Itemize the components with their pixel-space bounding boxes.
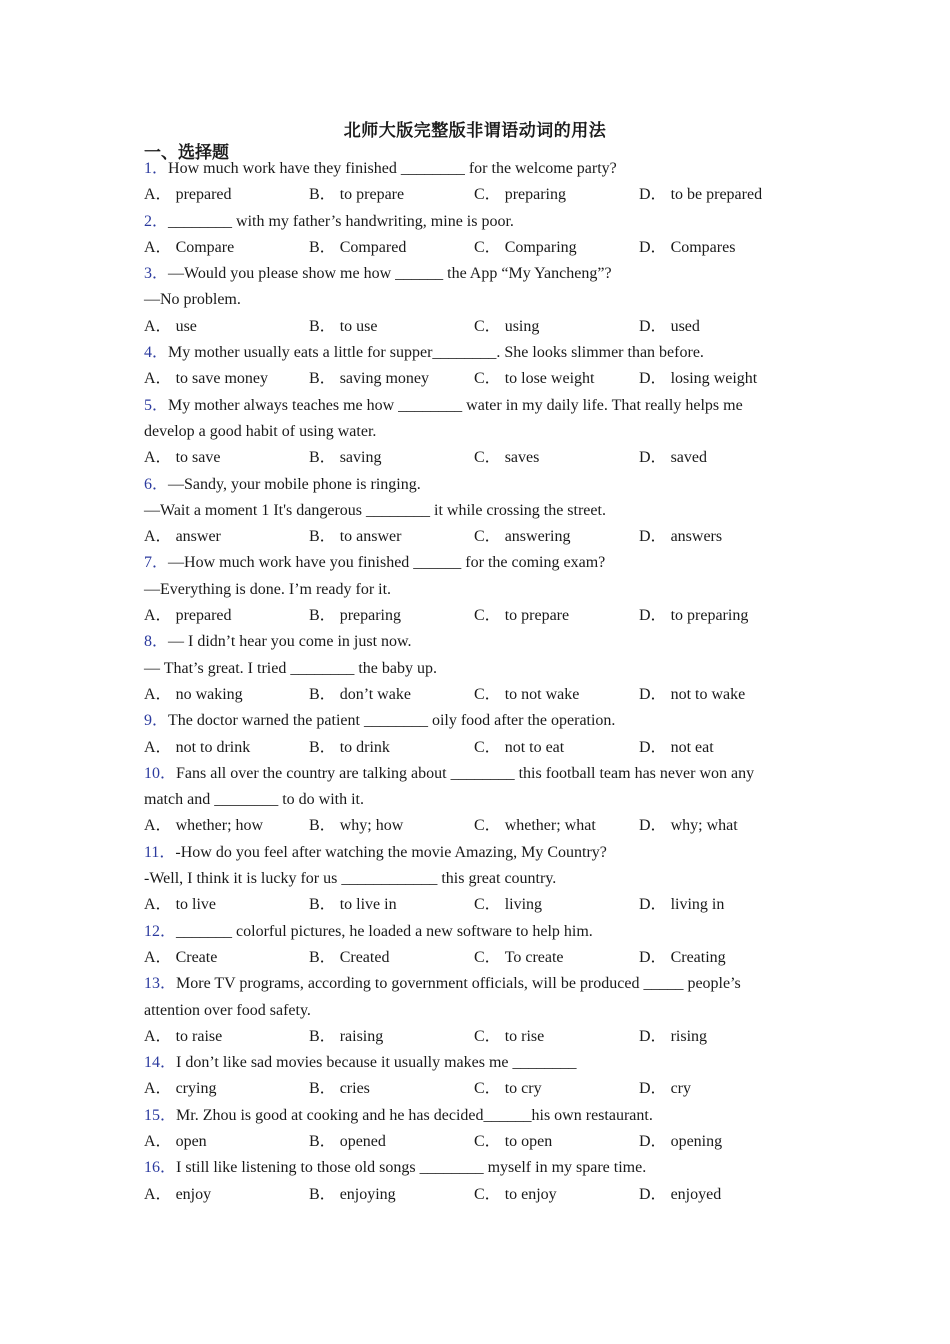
answer-option[interactable]: [639, 603, 804, 629]
answer-option[interactable]: [474, 945, 639, 971]
answer-option[interactable]: [474, 1076, 639, 1102]
option-label: D．: [639, 1185, 667, 1203]
option-text: living in: [670, 896, 725, 914]
option-text: use: [175, 317, 197, 335]
question-text: [144, 866, 804, 892]
question-number: 9．: [144, 712, 169, 730]
answer-option[interactable]: [474, 445, 639, 471]
option-label: C．: [474, 817, 501, 835]
option-label: A．: [144, 238, 172, 256]
option-text: to preparing: [670, 607, 749, 625]
question-text: [144, 419, 804, 445]
answer-option[interactable]: [144, 735, 309, 761]
option-label: B．: [309, 948, 336, 966]
option-label: A．: [144, 528, 172, 546]
question-text: [144, 919, 804, 945]
option-text: preparing: [504, 186, 566, 204]
answer-option[interactable]: [144, 1182, 309, 1208]
option-text: Create: [175, 948, 218, 966]
answer-option[interactable]: [144, 314, 309, 340]
document-title: 北师大版完整版非谓语动词的用法: [343, 121, 607, 141]
question-line: Fans all over the country are talking about ________ this football team has never won any: [176, 764, 755, 782]
answer-option[interactable]: [309, 1129, 474, 1155]
question-item: [144, 340, 804, 393]
option-text: saving money: [339, 370, 430, 388]
question-line: match and ________ to do with it.: [144, 791, 364, 809]
question-text: [144, 761, 804, 787]
question-text: [144, 261, 804, 287]
question-text: [144, 971, 804, 997]
answer-option[interactable]: [144, 682, 309, 708]
option-label: A．: [144, 186, 172, 204]
answer-option[interactable]: [144, 445, 309, 471]
answer-options: [144, 182, 804, 208]
answer-option[interactable]: [144, 1129, 309, 1155]
option-label: D．: [639, 528, 667, 546]
option-text: whether; how: [175, 817, 264, 835]
option-text: crying: [175, 1080, 217, 1098]
question-line: Mr. Zhou is good at cooking and he has decided______his own restaurant.: [176, 1106, 653, 1124]
answer-options: [144, 1024, 804, 1050]
option-text: losing weight: [670, 370, 758, 388]
option-text: to drink: [339, 738, 390, 756]
question-number: 7．: [144, 554, 169, 572]
option-text: prepared: [175, 607, 232, 625]
answer-option[interactable]: [144, 182, 309, 208]
question-text: [144, 1155, 804, 1181]
option-text: saved: [670, 449, 707, 467]
answer-option[interactable]: [474, 1024, 639, 1050]
question-line: develop a good habit of using water.: [144, 422, 377, 440]
option-label: B．: [309, 1080, 336, 1098]
option-text: why; what: [670, 817, 738, 835]
question-line: -How do you feel after watching the movie Amazing, My Country?: [175, 843, 607, 861]
option-label: B．: [309, 1185, 336, 1203]
option-text: to save: [175, 449, 221, 467]
answer-option[interactable]: [474, 1182, 639, 1208]
option-text: living: [504, 896, 543, 914]
question-text: [144, 393, 804, 419]
answer-option[interactable]: [144, 603, 309, 629]
option-text: rising: [670, 1027, 708, 1045]
question-item: [144, 971, 804, 1050]
option-text: saves: [504, 449, 540, 467]
option-label: B．: [309, 528, 336, 546]
option-label: D．: [639, 317, 667, 335]
answer-option[interactable]: [309, 892, 474, 918]
answer-options: [144, 1076, 804, 1102]
option-text: to live: [175, 896, 216, 914]
option-label: D．: [639, 186, 667, 204]
option-label: C．: [474, 1027, 501, 1045]
answer-option[interactable]: [144, 366, 309, 392]
question-line: I don’t like sad movies because it usually makes me ________: [176, 1054, 577, 1072]
answer-option[interactable]: [309, 366, 474, 392]
question-number: 15．: [144, 1106, 177, 1124]
question-text: [144, 629, 804, 655]
option-label: B．: [309, 817, 336, 835]
answer-option[interactable]: [639, 1129, 804, 1155]
question-line: -Well, I think it is lucky for us ____________ this great country.: [144, 870, 557, 888]
answer-option[interactable]: [144, 945, 309, 971]
question-number: 3．: [144, 265, 169, 283]
answer-option[interactable]: [639, 1076, 804, 1102]
option-label: D．: [639, 685, 667, 703]
option-text: answer: [175, 528, 221, 546]
question-line: More TV programs, according to government officials, will be produced _____ people’s: [176, 975, 741, 993]
option-label: C．: [474, 238, 501, 256]
option-text: Compared: [339, 238, 407, 256]
question-text: [144, 787, 804, 813]
answer-option[interactable]: [474, 682, 639, 708]
question-number: 1．: [144, 160, 169, 177]
option-label: B．: [309, 370, 336, 388]
option-label: B．: [309, 317, 336, 335]
question-number: 6．: [144, 475, 169, 493]
option-label: C．: [474, 1132, 501, 1150]
option-text: cry: [670, 1080, 691, 1098]
answer-option[interactable]: [474, 735, 639, 761]
option-label: A．: [144, 607, 172, 625]
option-text: Creating: [670, 948, 726, 966]
option-text: to prepare: [339, 186, 405, 204]
answer-option[interactable]: [144, 892, 309, 918]
option-label: A．: [144, 1027, 172, 1045]
question-line: I still like listening to those old songs ________ myself in my spare time.: [176, 1159, 647, 1177]
question-number: 2．: [144, 212, 169, 230]
option-label: C．: [474, 685, 501, 703]
option-label: D．: [639, 449, 667, 467]
answer-option[interactable]: [474, 366, 639, 392]
option-label: B．: [309, 896, 336, 914]
answer-option[interactable]: [144, 1024, 309, 1050]
answer-option[interactable]: [639, 445, 804, 471]
option-text: preparing: [339, 607, 401, 625]
question-line: —Sandy, your mobile phone is ringing.: [168, 475, 421, 493]
question-number: 11．: [144, 843, 176, 861]
option-label: D．: [639, 1132, 667, 1150]
answer-options: [144, 735, 804, 761]
answer-option[interactable]: [639, 892, 804, 918]
answer-option[interactable]: [639, 235, 804, 261]
answer-option[interactable]: [639, 314, 804, 340]
answer-option[interactable]: [639, 182, 804, 208]
answer-option[interactable]: [639, 735, 804, 761]
option-text: to prepare: [504, 607, 570, 625]
option-text: answering: [504, 528, 571, 546]
question-item: [144, 261, 804, 340]
option-text: to not wake: [504, 685, 580, 703]
answer-option[interactable]: [639, 366, 804, 392]
option-label: A．: [144, 738, 172, 756]
question-number: 16．: [144, 1159, 177, 1177]
option-label: A．: [144, 1185, 172, 1203]
question-line: —Would you please show me how ______ the App “My Yancheng”?: [168, 265, 612, 283]
question-line: —How much work have you finished ______ for the coming exam?: [168, 554, 606, 572]
option-text: Comparing: [504, 238, 577, 256]
question-item: [144, 209, 804, 262]
option-label: B．: [309, 186, 336, 204]
answer-options: [144, 524, 804, 550]
option-text: Compare: [175, 238, 235, 256]
answer-options: [144, 314, 804, 340]
option-label: A．: [144, 370, 172, 388]
answer-option[interactable]: [474, 892, 639, 918]
option-label: B．: [309, 738, 336, 756]
answer-option[interactable]: [309, 735, 474, 761]
option-text: saving: [339, 449, 382, 467]
option-label: C．: [474, 1080, 501, 1098]
answer-option[interactable]: [309, 314, 474, 340]
option-label: C．: [474, 186, 501, 204]
option-text: not eat: [670, 738, 714, 756]
question-text: [144, 840, 804, 866]
option-text: prepared: [175, 186, 232, 204]
option-text: enjoy: [175, 1185, 212, 1203]
option-text: answers: [670, 528, 723, 546]
question-list: [144, 156, 804, 1208]
option-text: to answer: [339, 528, 402, 546]
answer-option[interactable]: [639, 1182, 804, 1208]
option-label: B．: [309, 449, 336, 467]
option-text: enjoyed: [670, 1185, 722, 1203]
question-line: attention over food safety.: [144, 1001, 311, 1019]
option-text: to use: [339, 317, 378, 335]
option-label: D．: [639, 896, 667, 914]
answer-options: [144, 603, 804, 629]
question-line: —No problem.: [144, 291, 241, 309]
option-label: D．: [639, 607, 667, 625]
option-label: C．: [474, 370, 501, 388]
answer-option[interactable]: [309, 524, 474, 550]
option-text: to cry: [504, 1080, 542, 1098]
option-label: B．: [309, 238, 336, 256]
question-line: My mother always teaches me how ________ water in my daily life. That really helps me: [168, 396, 743, 414]
option-label: D．: [639, 1080, 667, 1098]
option-label: B．: [309, 685, 336, 703]
option-label: A．: [144, 317, 172, 335]
answer-option[interactable]: [309, 1076, 474, 1102]
question-line: ________ with my father’s handwriting, mine is poor.: [168, 212, 514, 230]
answer-option[interactable]: [144, 1076, 309, 1102]
option-text: opening: [670, 1132, 723, 1150]
answer-option[interactable]: [639, 682, 804, 708]
question-text: [144, 287, 804, 313]
option-text: enjoying: [339, 1185, 396, 1203]
question-text: [144, 656, 804, 682]
question-line: — That’s great. I tried ________ the baby up.: [144, 659, 437, 677]
answer-option[interactable]: [639, 524, 804, 550]
option-text: opened: [339, 1132, 386, 1150]
option-label: A．: [144, 449, 172, 467]
option-text: not to eat: [504, 738, 565, 756]
option-text: not to drink: [175, 738, 251, 756]
answer-option[interactable]: [309, 1024, 474, 1050]
answer-option[interactable]: [309, 1182, 474, 1208]
answer-option[interactable]: [309, 182, 474, 208]
answer-option[interactable]: [639, 1024, 804, 1050]
question-item: [144, 393, 804, 472]
option-text: to enjoy: [504, 1185, 557, 1203]
option-label: C．: [474, 948, 501, 966]
question-text: [144, 209, 804, 235]
answer-option[interactable]: [474, 1129, 639, 1155]
question-number: 5．: [144, 396, 169, 414]
option-label: B．: [309, 1132, 336, 1150]
option-text: to save money: [175, 370, 268, 388]
answer-option[interactable]: [639, 813, 804, 839]
answer-option[interactable]: [309, 603, 474, 629]
question-text: [144, 708, 804, 734]
option-label: D．: [639, 738, 667, 756]
option-text: open: [175, 1132, 207, 1150]
question-line: My mother usually eats a little for supper________. She looks slimmer than before.: [168, 344, 704, 362]
section-heading: 一、选择题: [144, 143, 229, 163]
option-text: to live in: [339, 896, 397, 914]
option-label: C．: [474, 896, 501, 914]
option-text: not to wake: [670, 685, 746, 703]
answer-option[interactable]: [474, 813, 639, 839]
option-label: A．: [144, 685, 172, 703]
option-text: using: [504, 317, 540, 335]
question-text: [144, 472, 804, 498]
question-text: [144, 550, 804, 576]
question-number: 8．: [144, 633, 169, 651]
question-number: 12．: [144, 922, 177, 940]
question-item: [144, 629, 804, 708]
option-label: D．: [639, 817, 667, 835]
question-text: [144, 1050, 804, 1076]
option-label: C．: [474, 449, 501, 467]
answer-option[interactable]: [144, 813, 309, 839]
question-item: [144, 1155, 804, 1208]
option-text: to raise: [175, 1027, 223, 1045]
question-number: 13．: [144, 975, 177, 993]
option-label: C．: [474, 1185, 501, 1203]
option-label: D．: [639, 948, 667, 966]
question-line: —Wait a moment 1 It's dangerous ________ it while crossing the street.: [144, 501, 606, 519]
answer-option[interactable]: [639, 945, 804, 971]
question-item: [144, 840, 804, 919]
option-text: don’t wake: [339, 685, 411, 703]
option-text: To create: [504, 948, 564, 966]
question-text: [144, 998, 804, 1024]
answer-option[interactable]: [474, 182, 639, 208]
option-text: no waking: [175, 685, 243, 703]
question-number: 14．: [144, 1054, 177, 1072]
option-label: A．: [144, 948, 172, 966]
question-item: [144, 1050, 804, 1103]
answer-options: [144, 682, 804, 708]
answer-option[interactable]: [309, 445, 474, 471]
question-text: [144, 498, 804, 524]
answer-option[interactable]: [309, 945, 474, 971]
answer-option[interactable]: [474, 524, 639, 550]
option-text: cries: [339, 1080, 370, 1098]
option-label: C．: [474, 738, 501, 756]
answer-options: [144, 235, 804, 261]
question-item: [144, 550, 804, 629]
question-text: [144, 156, 804, 182]
option-label: D．: [639, 370, 667, 388]
option-text: raising: [339, 1027, 384, 1045]
question-text: [144, 577, 804, 603]
option-label: C．: [474, 317, 501, 335]
answer-options: [144, 445, 804, 471]
answer-option[interactable]: [309, 682, 474, 708]
option-label: D．: [639, 238, 667, 256]
question-item: [144, 472, 804, 551]
answer-option[interactable]: [309, 813, 474, 839]
question-item: [144, 919, 804, 972]
question-line: _______ colorful pictures, he loaded a new software to help him.: [176, 922, 593, 940]
question-item: [144, 156, 804, 209]
option-label: A．: [144, 896, 172, 914]
question-line: The doctor warned the patient ________ oily food after the operation.: [168, 712, 616, 730]
answer-options: [144, 1182, 804, 1208]
answer-options: [144, 366, 804, 392]
answer-options: [144, 892, 804, 918]
answer-options: [144, 1129, 804, 1155]
question-text: [144, 340, 804, 366]
question-item: [144, 708, 804, 761]
answer-option[interactable]: [474, 235, 639, 261]
question-line: How much work have they finished ________ for the welcome party?: [168, 160, 617, 177]
question-line: — I didn’t hear you come in just now.: [168, 633, 412, 651]
option-label: A．: [144, 1080, 172, 1098]
option-label: C．: [474, 607, 501, 625]
answer-options: [144, 813, 804, 839]
option-text: whether; what: [504, 817, 596, 835]
answer-option[interactable]: [144, 235, 309, 261]
option-label: B．: [309, 1027, 336, 1045]
question-number: 4．: [144, 344, 169, 362]
option-text: to be prepared: [670, 186, 763, 204]
question-item: [144, 1103, 804, 1156]
option-text: why; how: [339, 817, 404, 835]
option-label: D．: [639, 1027, 667, 1045]
question-number: 10．: [144, 764, 177, 782]
option-text: to lose weight: [504, 370, 595, 388]
option-text: Compares: [670, 238, 736, 256]
answer-options: [144, 945, 804, 971]
answer-option[interactable]: [474, 314, 639, 340]
option-label: B．: [309, 607, 336, 625]
option-text: to open: [504, 1132, 553, 1150]
answer-option[interactable]: [309, 235, 474, 261]
answer-option[interactable]: [474, 603, 639, 629]
option-text: Created: [339, 948, 390, 966]
option-label: A．: [144, 817, 172, 835]
option-label: A．: [144, 1132, 172, 1150]
question-text: [144, 1103, 804, 1129]
option-text: to rise: [504, 1027, 545, 1045]
question-item: [144, 761, 804, 840]
answer-option[interactable]: [144, 524, 309, 550]
option-text: used: [670, 317, 700, 335]
option-label: C．: [474, 528, 501, 546]
question-line: —Everything is done. I’m ready for it.: [144, 580, 392, 598]
